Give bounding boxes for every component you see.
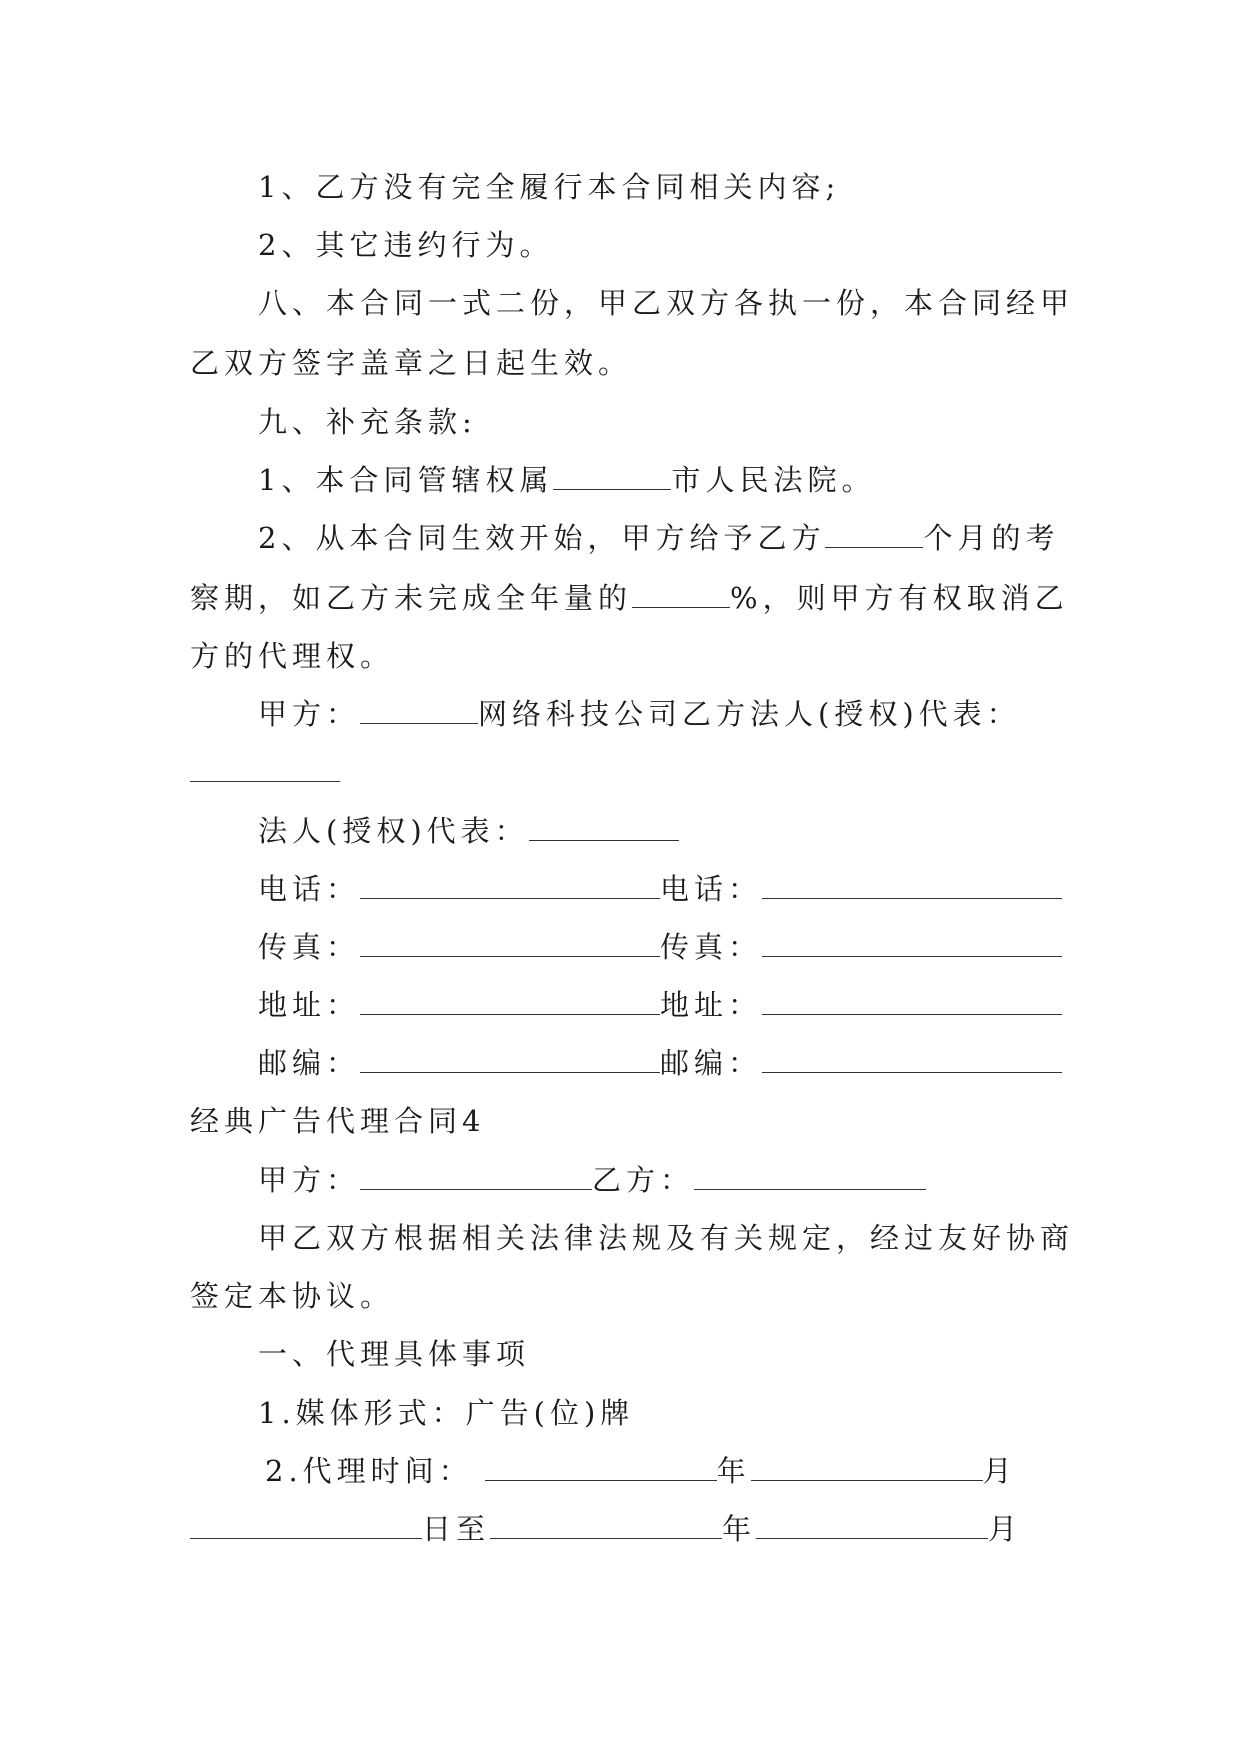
party-a-rep-line xyxy=(190,752,340,792)
clause-8-line-2: 乙双方签字盖章之日起生效。 xyxy=(190,346,633,380)
start-year-blank xyxy=(485,1452,717,1481)
party-a-company-blank xyxy=(360,695,478,724)
clause-7-item-1: 1、乙方没有完全履行本合同相关内容; xyxy=(258,170,841,204)
party-b-phone-blank xyxy=(762,870,1062,899)
start-day-blank xyxy=(190,1510,422,1539)
end-year-blank xyxy=(490,1510,722,1539)
contract4-party-a-blank xyxy=(360,1161,592,1190)
fax-row: 传真： 传真： xyxy=(258,927,1062,967)
preamble-line-2: 签定本协议。 xyxy=(190,1279,395,1313)
end-month-blank xyxy=(756,1510,988,1539)
party-a-address-blank xyxy=(360,986,660,1015)
party-a-line: 甲方： 网络科技公司乙方法人(授权)代表： xyxy=(258,697,1021,731)
party-a-phone-blank xyxy=(360,870,660,899)
party-a-rep-blank xyxy=(190,753,340,782)
party-a-fax-blank xyxy=(360,928,660,957)
clause-9-item-2-line-3: 方的代理权。 xyxy=(190,639,395,673)
clause-9-item-2-line-1: 2、从本合同生效开始，甲方给予乙方 个月的考 xyxy=(258,521,1060,555)
clause-8-line-1: 八、本合同一式二份，甲乙双方各执一份，本合同经甲 xyxy=(258,286,1075,320)
item-1-heading: 一、代理具体事项 xyxy=(258,1337,531,1371)
media-form-line: 1.媒体形式：广告(位)牌 xyxy=(258,1396,635,1430)
section-title: 经典广告代理合同4 xyxy=(190,1104,486,1138)
party-a-postcode-blank xyxy=(360,1044,660,1073)
party-b-fax-blank xyxy=(762,928,1062,957)
party-b-rep-blank xyxy=(529,812,679,841)
postcode-row: 邮编： 邮编： xyxy=(258,1043,1062,1083)
agency-time-line-2: 日至 年 月 xyxy=(190,1509,1022,1549)
start-month-blank xyxy=(751,1452,983,1481)
clause-9-item-1: 1、本合同管辖权属 市人民法院。 xyxy=(258,463,876,497)
clause-7-item-2: 2、其它违约行为。 xyxy=(258,228,554,262)
preamble-line-1: 甲乙双方根据相关法律法规及有关规定，经过友好协商 xyxy=(258,1221,1075,1255)
percent-blank xyxy=(632,579,730,608)
party-b-postcode-blank xyxy=(762,1044,1062,1073)
trial-months-blank xyxy=(825,519,923,548)
address-row: 地址： 地址： xyxy=(258,985,1062,1025)
party-b-address-blank xyxy=(762,986,1062,1015)
legal-rep-line: 法人(授权)代表： xyxy=(258,811,679,851)
agency-time-line-1: 2.代理时间： 年 月 xyxy=(265,1454,1017,1488)
parties-row: 甲方： 乙方： xyxy=(258,1160,926,1200)
phone-row: 电话： 电话： xyxy=(258,869,1062,909)
contract4-party-b-blank xyxy=(694,1161,926,1190)
court-city-blank xyxy=(553,461,671,490)
clause-9-heading: 九、补充条款: xyxy=(258,405,477,439)
clause-9-item-2-line-2: 察期，如乙方未完成全年量的 %，则甲方有权取消乙 xyxy=(190,581,1069,615)
